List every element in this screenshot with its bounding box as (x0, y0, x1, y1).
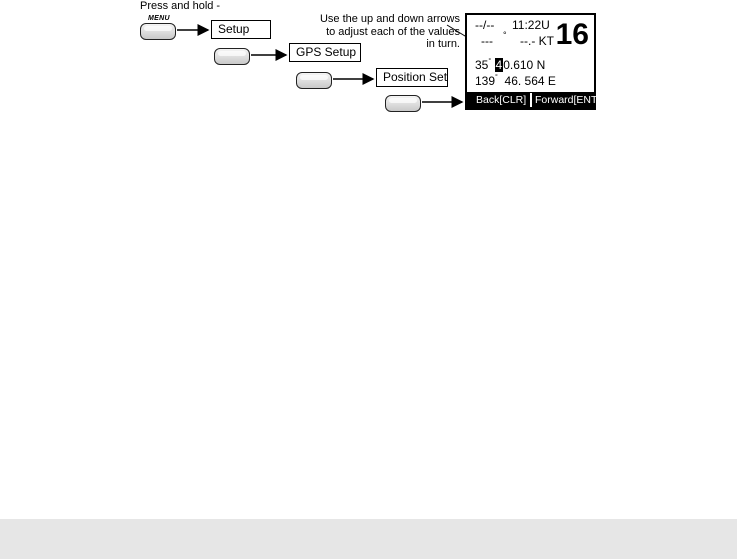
lcd-channel: 16 (555, 18, 589, 51)
note-line-3: in turn. (426, 38, 460, 50)
lcd-lat-deg: 35 (475, 58, 489, 72)
lcd-longitude (475, 71, 556, 88)
lcd-latitude (475, 55, 545, 72)
lcd-course: --- (481, 34, 493, 48)
softkey-forward[interactable]: Forward[ENT] (535, 94, 601, 106)
lcd-lat-cursor-digit[interactable]: 4 (495, 58, 503, 72)
softkey-separator (530, 93, 532, 107)
lcd-speed: --.- KT (520, 34, 554, 48)
step-position-set: Position Set (376, 68, 448, 87)
step-setup: Setup (211, 20, 271, 39)
lcd-lon-degree-symbol: ° (495, 74, 498, 81)
menu-key-label: MENU (148, 15, 170, 22)
page-footer-band (0, 519, 737, 559)
instruction-text: Press and hold - (140, 0, 221, 12)
lcd-softkey-bar (467, 92, 601, 108)
lcd-course-unit: ° (503, 30, 507, 40)
lcd-time: 11:22U (512, 18, 550, 32)
step-gps-setup: GPS Setup (289, 43, 361, 62)
lcd-lon-deg: 139 (475, 74, 496, 88)
note-line-2: to adjust each of the values (326, 25, 460, 38)
note-line-1: Use the up and down arrows (319, 13, 460, 25)
lcd-lat-min: 0.610 N (503, 58, 546, 72)
instruction-note (310, 13, 460, 51)
radio-lcd-display (465, 13, 601, 110)
lcd-date: --/-- (475, 18, 495, 32)
softkey-back[interactable]: Back[CLR] (476, 94, 527, 106)
lcd-lat-degree-symbol: ° (488, 58, 492, 65)
lcd-lon-min: 46. 564 E (504, 74, 556, 88)
